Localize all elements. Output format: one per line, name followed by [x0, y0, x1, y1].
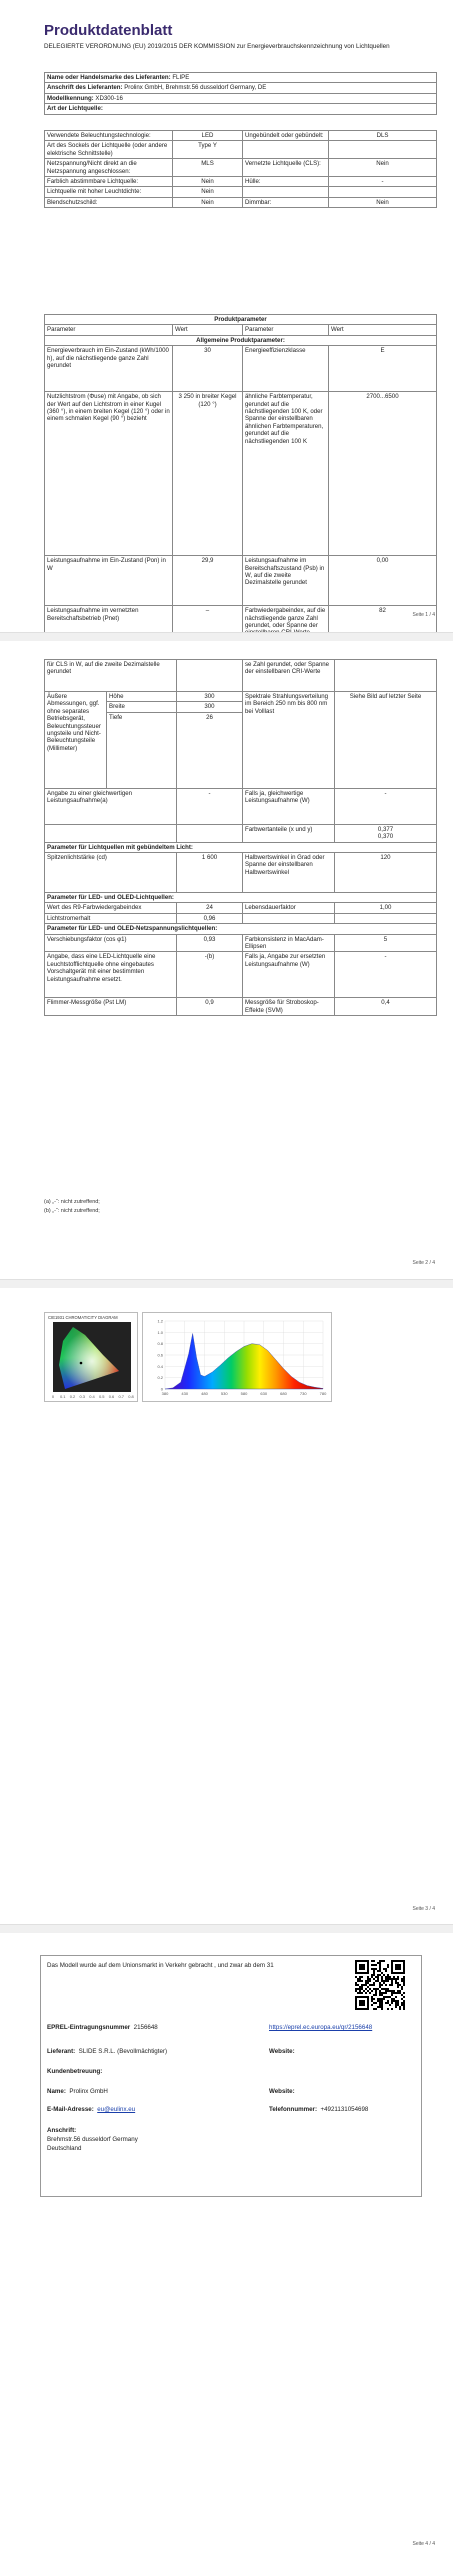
col-header-value: Wert: [173, 325, 243, 335]
regulation-text: DELEGIERTE VERORDNUNG (EU) 2019/2015 DER KOMMISSION zur Energieverbrauchskennzeichnung von Lichtquellen: [44, 43, 390, 50]
eprel-number: 2156648: [133, 2024, 158, 2031]
cell: [329, 141, 437, 159]
cell: 0,93: [177, 934, 243, 952]
cell: [335, 824, 437, 842]
cell: 300: [177, 692, 243, 702]
y-tick-label: 1.2: [157, 1318, 163, 1324]
cell: 30: [173, 346, 243, 392]
cell: Leistungsaufnahme im Bereitschaftszustand (Psb) in W, auf die zweite Dezimalstelle gerundet: [243, 556, 329, 606]
cie-x-tick-label: 0: [51, 1394, 55, 1399]
cell: Lebensdauerfaktor: [243, 903, 335, 913]
col-header-param: Parameter: [45, 325, 173, 335]
cell: -: [335, 952, 437, 998]
eprel-link[interactable]: https://eprel.ec.europa.eu/qr/2156648: [269, 2024, 373, 2031]
email-label: E-Mail-Adresse:: [47, 2106, 94, 2113]
cell: MLS: [173, 159, 243, 177]
supplier-name-label: Name oder Handelsmarke des Lieferanten:: [47, 74, 171, 81]
x-tick-label: 530: [220, 1391, 228, 1396]
qr-code-icon: [355, 1960, 405, 2010]
x-tick-label: 380: [161, 1391, 169, 1396]
directional-heading: Parameter für Lichtquellen mit gebündeltem Licht:: [45, 842, 437, 852]
cell: Angabe zu einer gleichwertigen Leistungsaufnahme(a): [45, 788, 177, 824]
registration-box: [40, 1955, 422, 2197]
supplier-table: [44, 72, 437, 115]
footnote-a: (a) „-“: nicht zutreffend;: [44, 1199, 100, 1205]
phone-value: +4921131054698: [320, 2106, 369, 2113]
x-tick-label: 780: [319, 1391, 327, 1396]
dims-label: Äußere Abmessungen, ggf. ohne separates Betriebsgerät, Beleuchtungssteuerungsteile und Nicht-Beleuchtungsteile (Millimeter): [45, 692, 107, 789]
cell: Hülle:: [243, 177, 329, 187]
footnote-b: (b) „-“: nicht zutreffend;: [44, 1208, 100, 1214]
supplier-value: SLIDE S.R.L. (Bevollmächtigter): [78, 2048, 168, 2055]
cell: Dimmbar:: [243, 197, 329, 207]
cell: Farbwertanteile (x und y): [243, 824, 335, 842]
cie-chart-svg: [45, 1313, 137, 1401]
cie-x-tick-label: 0.8: [128, 1394, 134, 1399]
cell: [243, 913, 335, 923]
eprel-row: [47, 2024, 158, 2031]
cell: se Zahl gerundet, oder Spanne der einstellbaren CRI-Werte: [243, 660, 335, 692]
cell: 2700...6500: [329, 392, 437, 556]
name-value: Prolinx GmbH: [69, 2088, 108, 2095]
cell: 24: [177, 903, 243, 913]
website-label: Website:: [269, 2048, 295, 2055]
x-tick-label: 580: [240, 1391, 248, 1396]
cell: [243, 187, 329, 197]
service-label: Kundenbetreuung:: [47, 2068, 103, 2075]
cie-x-tick-label: 0.6: [108, 1394, 115, 1399]
page-number: Seite 2 / 4: [412, 1260, 435, 1266]
cell: Messgröße für Stroboskop-Effekte (SVM): [243, 998, 335, 1016]
cell: Farbkonsistenz in MacAdam-Ellipsen: [243, 934, 335, 952]
cell: Breite: [107, 702, 177, 712]
cell: Wert des R9-Farbwiedergabeindex: [45, 903, 177, 913]
cie-chart: [44, 1312, 138, 1402]
cell: 0,9: [177, 998, 243, 1016]
cell: [329, 187, 437, 197]
cell: Energieverbrauch im Ein-Zustand (kWh/1000 h), auf die nächstliegende ganze Zahl gerundet: [45, 346, 173, 392]
cell: Flimmer-Messgröße (Pst LM): [45, 998, 177, 1016]
spectrum-chart-svg: [143, 1313, 331, 1401]
cell: -(b): [177, 952, 243, 998]
col-header-param: Parameter: [243, 325, 329, 335]
cell: Lichtquelle mit hoher Leuchtdichte:: [45, 187, 173, 197]
cell: 0,4: [335, 998, 437, 1016]
cell: [45, 824, 177, 842]
page-number: Seite 4 / 4: [412, 2541, 435, 2547]
cell: Nein: [329, 197, 437, 207]
cell: Verwendete Beleuchtungstechnologie:: [45, 131, 173, 141]
table-row: [45, 197, 437, 207]
type-label: Art der Lichtquelle:: [45, 104, 437, 114]
cell: 29,9: [173, 556, 243, 606]
x-tick-label: 680: [280, 1391, 287, 1396]
supplier-name: FLIPE: [172, 74, 190, 81]
cell: Höhe: [107, 692, 177, 702]
params-heading: Produktparameter: [45, 315, 437, 325]
y-tick-label: 1.0: [157, 1329, 163, 1335]
cell: [243, 141, 329, 159]
cell: Ungebündelt oder gebündelt:: [243, 131, 329, 141]
y-tick-label: 0.2: [157, 1375, 163, 1381]
address-label: Anschrift:: [47, 2127, 77, 2134]
cell: Nutzlichtstrom (Φuse) mit Angabe, ob sich der Wert auf den Lichtstrom in einer Kugel (360 °), in einem breiten Kegel (120 °) oder in einem schmalen Kegel (90 °) bezieht: [45, 392, 173, 556]
cie-x-tick-label: 0.4: [89, 1394, 95, 1399]
chromaticity-point: [80, 1362, 83, 1365]
model-label: Modellkennung:: [47, 94, 94, 102]
page-4: [0, 1933, 453, 2560]
email-row: [47, 2106, 135, 2113]
cell: Nein: [329, 159, 437, 177]
cie-x-tick-label: 0.5: [98, 1394, 105, 1399]
supplier-label: Lieferant:: [47, 2048, 76, 2055]
page-number: Seite 3 / 4: [412, 1906, 435, 1912]
cell: LED: [173, 131, 243, 141]
table-row: [45, 141, 437, 159]
page-3: [0, 1288, 453, 1924]
y-tick-label: 0.6: [157, 1352, 163, 1358]
table-row: [45, 392, 437, 556]
supplier-row: [47, 2048, 167, 2055]
table-row: [45, 187, 437, 197]
eprel-label: EPREL-Eintragungsnummer: [47, 2024, 131, 2031]
led-heading: Parameter für LED- und OLED-Lichtquellen:: [45, 893, 437, 903]
params-table-continued: [44, 659, 437, 1016]
supplier-address-label: Anschrift des Lieferanten:: [47, 84, 123, 92]
spectrum-chart: [142, 1312, 332, 1402]
page-1: [0, 0, 453, 632]
cell: 82: [329, 606, 437, 646]
y-tick-label: 0.8: [157, 1341, 163, 1347]
y-tick-label: 0: [160, 1386, 163, 1392]
cell: E: [329, 346, 437, 392]
general-heading: Allgemeine Produktparameter:: [45, 335, 437, 345]
cell: DLS: [329, 131, 437, 141]
cell: Nein: [173, 177, 243, 187]
cell: 120: [335, 853, 437, 893]
address-block: [47, 2126, 138, 2153]
cell: 300: [177, 702, 243, 712]
chroma-y: 0,370: [377, 833, 394, 841]
market-intro: Das Modell wurde auf dem Unionsmarkt in Verkehr gebracht , und zwar ab dem 31: [47, 1962, 274, 1969]
cell: 3 250 in breiter Kegel (120 °): [173, 392, 243, 556]
table-row: [45, 131, 437, 141]
cell: 0,00: [329, 556, 437, 606]
cell: Falls ja, gleichwertige Leistungsaufnahme (W): [243, 788, 335, 824]
spectral-label: Spektrale Strahlungsverteilung im Bereich 250 nm bis 800 nm bei Volllast: [243, 692, 335, 789]
name-row: [47, 2088, 108, 2095]
cell: [335, 660, 437, 692]
cell: Netzspannung/Nicht direkt an die Netzspannung angeschlossen:: [45, 159, 173, 177]
cell: [177, 660, 243, 692]
footnotes: [44, 1198, 100, 1216]
cell: 26: [177, 712, 243, 788]
col-header-value: Wert: [329, 325, 437, 335]
cie-x-tick-label: 0.3: [79, 1394, 86, 1399]
table-row: [45, 346, 437, 392]
table-row: [45, 556, 437, 606]
cell: Leistungsaufnahme im Ein-Zustand (Pon) in W: [45, 556, 173, 606]
table-row: [45, 159, 437, 177]
cell: Halbwertswinkel in Grad oder Spanne der einstellbaren Halbwertswinkel: [243, 853, 335, 893]
cell: 5: [335, 934, 437, 952]
cell: Blendschutzschild:: [45, 197, 173, 207]
page-number: Seite 1 / 4: [412, 612, 435, 618]
spectral-value: Siehe Bild auf letzter Seite: [335, 692, 437, 789]
cell: -: [335, 788, 437, 824]
cell: für CLS in W, auf die zweite Dezimalstelle gerundet: [45, 660, 177, 692]
table-row: [45, 177, 437, 187]
cell: 1,00: [335, 903, 437, 913]
phone-label: Telefonnummer:: [269, 2106, 318, 2113]
mls-heading: Parameter für LED- und OLED-Netzspannungslichtquellen:: [45, 924, 437, 934]
cell: 1 600: [177, 853, 243, 893]
chroma-x: 0,377: [377, 825, 394, 833]
cell: [177, 824, 243, 842]
address-line2: Deutschland: [47, 2145, 82, 2152]
cell: Art des Sockels der Lichtquelle (oder andere elektrische Schnittstelle): [45, 141, 173, 159]
cell: 0,96: [177, 913, 243, 923]
x-tick-label: 630: [260, 1391, 268, 1396]
cie-x-tick-label: 0.1: [59, 1394, 66, 1399]
page-2: [0, 641, 453, 1279]
cell: Vernetzte Lichtquelle (CLS):: [243, 159, 329, 177]
type-table: [44, 130, 437, 208]
cell: Verschiebungsfaktor (cos φ1): [45, 934, 177, 952]
cell: Nein: [173, 187, 243, 197]
cell: –: [173, 606, 243, 646]
email-link[interactable]: eu@eulinx.eu: [97, 2106, 136, 2113]
page-title: Produktdatenblatt: [44, 22, 173, 39]
x-tick-label: 480: [201, 1391, 208, 1396]
cell: Leistungsaufnahme im vernetzten Bereitschaftsbetrieb (Pnet): [45, 606, 173, 646]
y-tick-label: 0.4: [157, 1363, 163, 1369]
cie-title: CIE1931 CHROMATICITY DIAGRAM: [48, 1315, 118, 1320]
cell: Type Y: [173, 141, 243, 159]
x-tick-label: 730: [299, 1391, 307, 1396]
cell: -: [177, 788, 243, 824]
cie-x-tick-label: 0.7: [118, 1394, 125, 1399]
website2-label: Website:: [269, 2088, 295, 2095]
cell: Nein: [173, 197, 243, 207]
cell: -: [329, 177, 437, 187]
x-tick-label: 430: [181, 1391, 189, 1396]
cell: Falls ja, Angabe zur ersetzten Leistungsaufnahme (W): [243, 952, 335, 998]
params-table: [44, 314, 437, 646]
cell: Farblich abstimmbare Lichtquelle:: [45, 177, 173, 187]
name-label: Name:: [47, 2088, 66, 2095]
cell: Farbwiedergabeindex, auf die nächstliegende ganze Zahl gerundet, oder Spanne der: [243, 606, 329, 646]
phone-row: [269, 2106, 368, 2113]
cell: ähnliche Farbtemperatur, gerundet auf die nächstliegenden 100 K, oder Spanne der einstellbaren ähnlichen Farbtemperaturen, gerundet auf die nächstliegenden 100 K: [243, 392, 329, 556]
supplier-address: Prolinx GmbH, Brehmstr.56 dusseldorf Germany, DE: [124, 84, 267, 92]
cie-x-tick-label: 0.2: [69, 1394, 76, 1399]
cell: Angabe, dass eine LED-Lichtquelle eine Leuchtstofflichtquelle ohne eingebautes Vorschaltgerät mit einer bestimmten Leistungsaufnahme ersetzt.: [45, 952, 177, 998]
cell: Energieeffizienzklasse: [243, 346, 329, 392]
cell: Lichtstromerhalt: [45, 913, 177, 923]
cell: [335, 913, 437, 923]
model-id: XD300-16: [95, 94, 123, 102]
cell: Spitzenlichtstärke (cd): [45, 853, 177, 893]
cell: Tiefe: [107, 712, 177, 788]
address-line1: Brehmstr.56 dusseldorf Germany: [47, 2136, 138, 2143]
